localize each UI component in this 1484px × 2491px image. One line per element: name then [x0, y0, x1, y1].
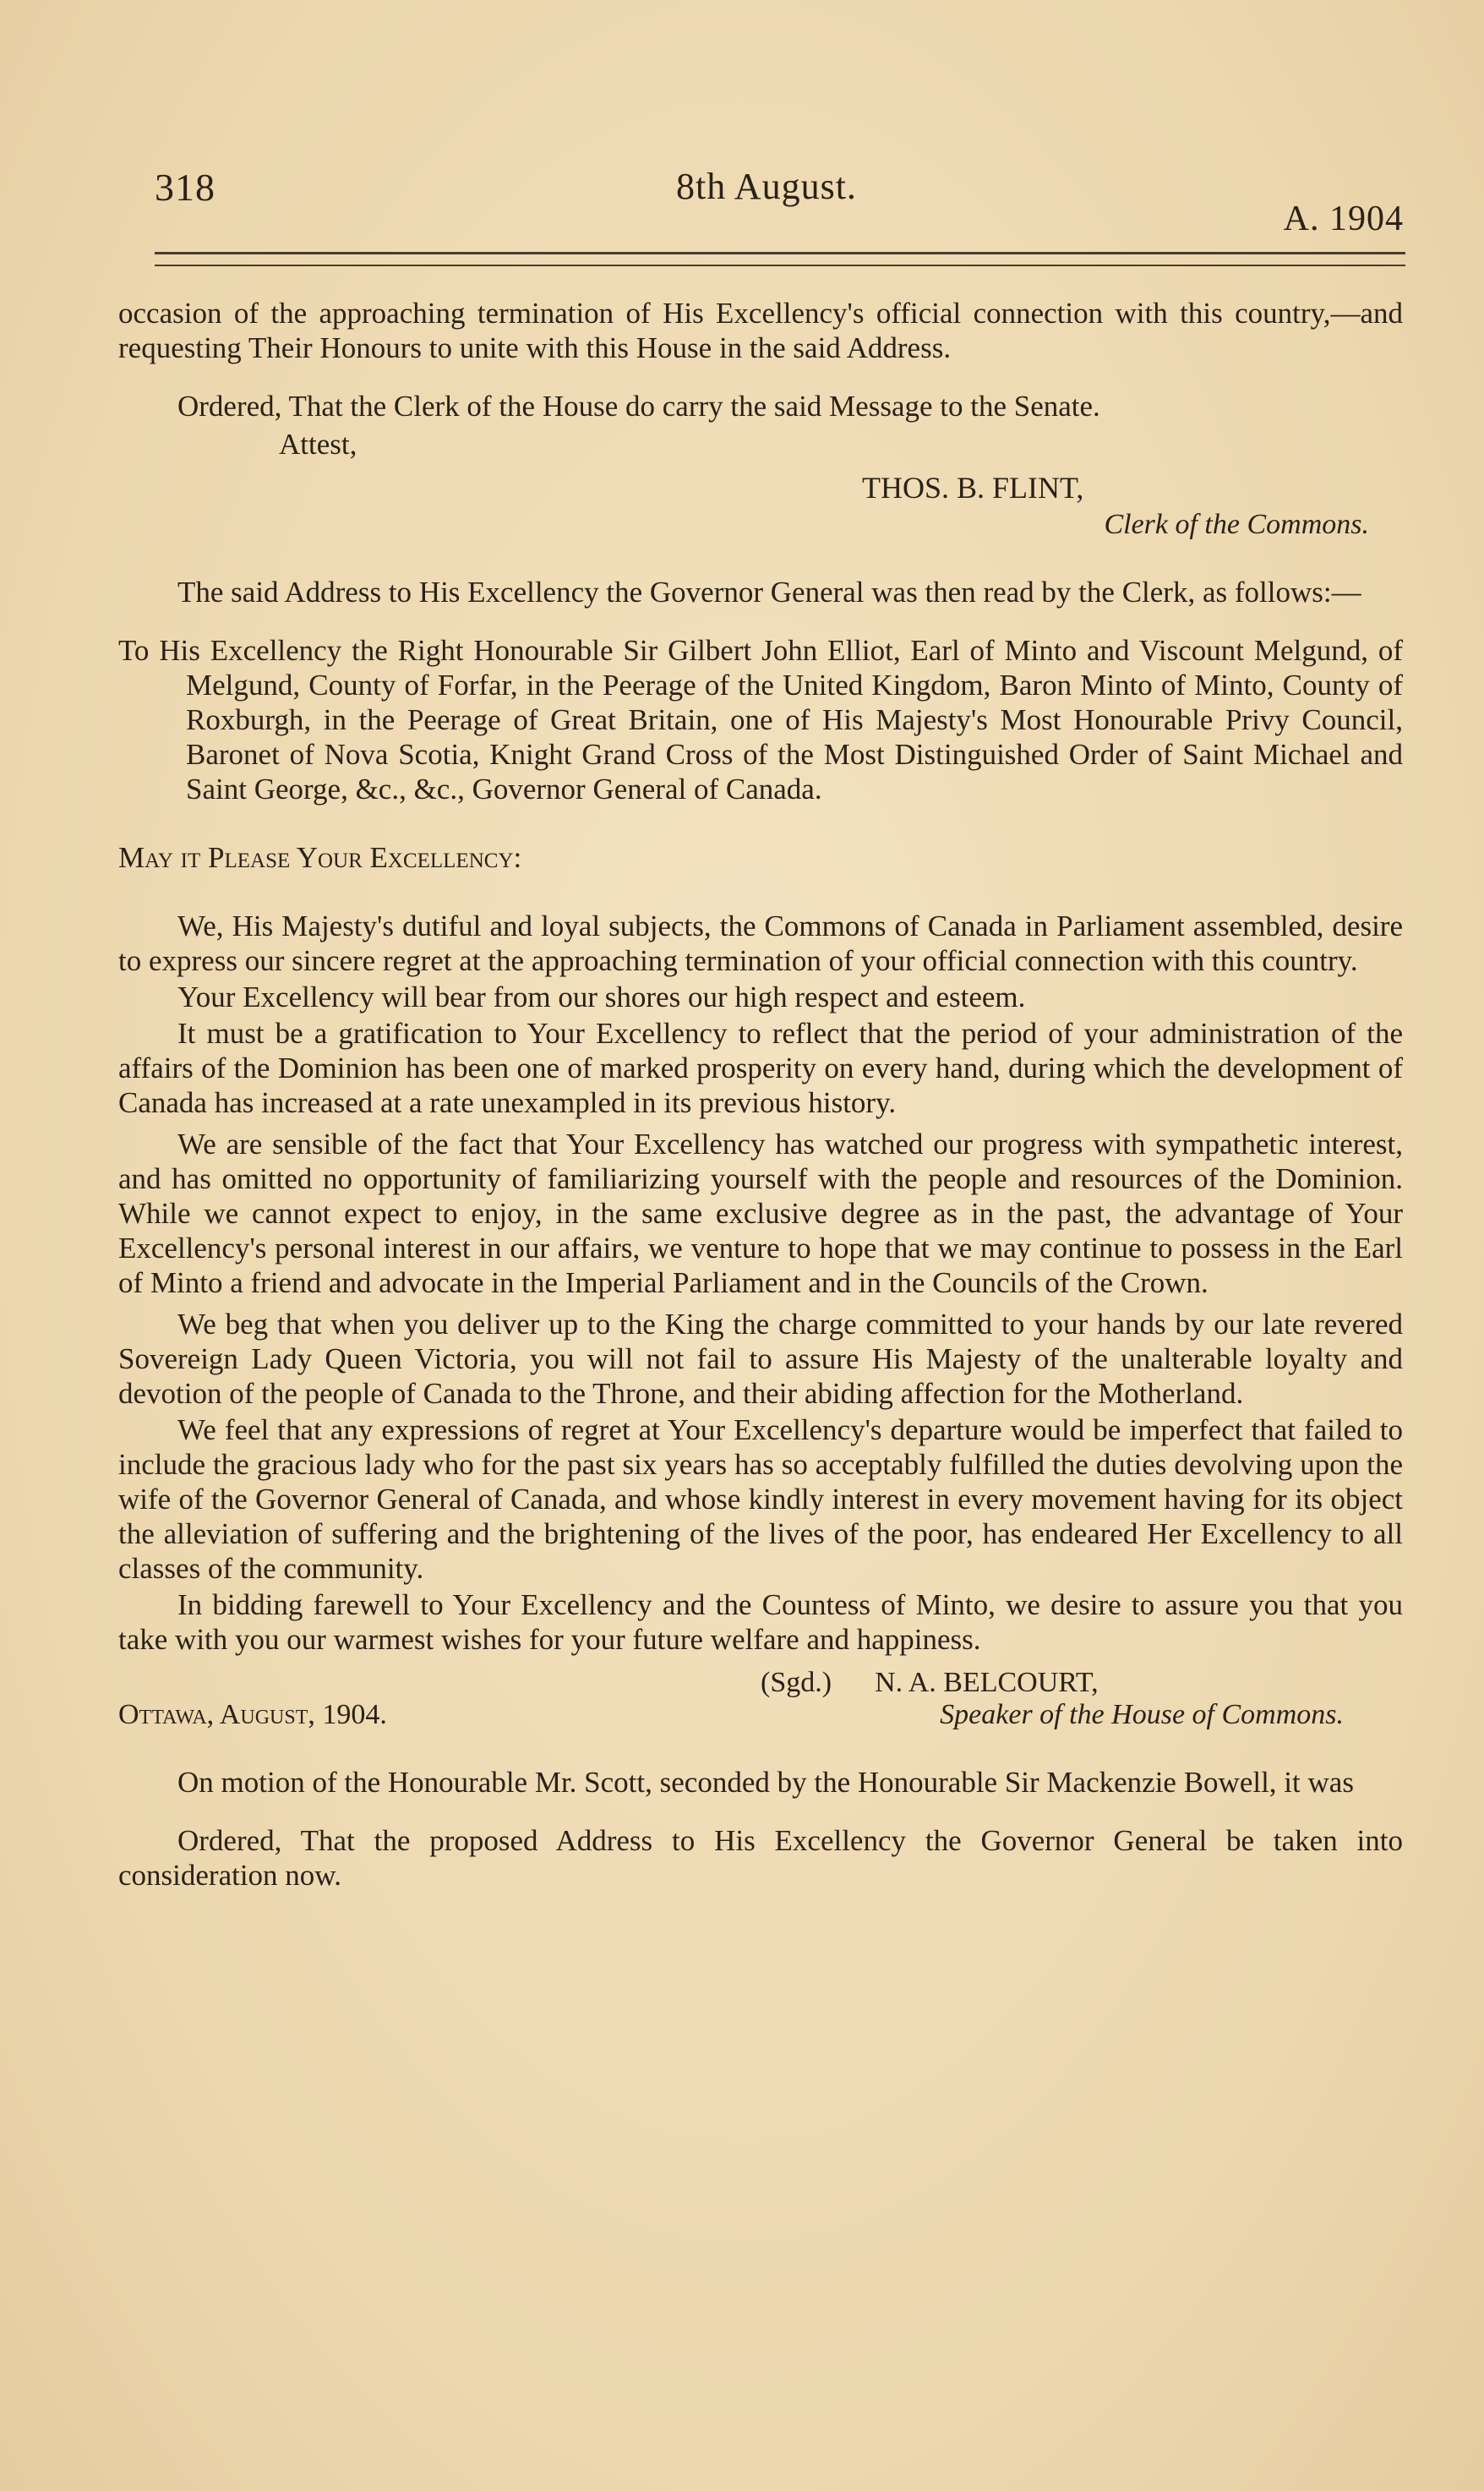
paragraph-ordered-message: Ordered, That the Clerk of the House do carry the said Message to the Senate. — [177, 390, 1100, 423]
paragraph-king-charge: We beg that when you deliver up to the King the charge committed to your hands by our late revered Sovereign Lady Queen Victoria, you will not fail to assure His Majesty of the unalterable loyalty and devotion of the people of Canada to the Throne, and their abiding affection for the Motherland. — [118, 1308, 1403, 1410]
paragraph-sensible: We are sensible of the fact that Your Excellency has watched our progress with sympathetic interest, and has omitted no opportunity of familiarizing yourself with the people and resources of the Dominion. While we cannot expect to enjoy, in the same exclusive degree as in the past, the advantage of Your Excellency's personal interest in our affairs, we venture to hope that we may continue to possess in the Earl of Minto a friend and advocate in the Imperial Parliament and in the Councils of the Crown. — [118, 1128, 1403, 1299]
paragraph-farewell: In bidding farewell to Your Excellency and the Countess of Minto, we desire to assure you that you take with you our warmest wishes for your future welfare and happiness. — [118, 1588, 1403, 1656]
paragraph-ordered-address: Ordered, That the proposed Address to His Excellency the Governor General be taken into consideration now. — [118, 1824, 1403, 1892]
signature-speaker-line — [118, 1667, 1403, 1699]
salutation: May it Please Your Excellency: — [118, 841, 522, 874]
page-number: 318 — [155, 166, 216, 209]
paragraph-gratification: It must be a gratification to Your Excellency to reflect that the period of your administration of the affairs of the Dominion has been one of marked prosperity on every hand, during which the development of Canada has increased at a rate unexampled in its previous history. — [118, 1017, 1403, 1119]
attest-label: Attest, — [279, 428, 357, 461]
page-year: A. 1904 — [1283, 199, 1404, 238]
signature-speaker-title: Speaker of the House of Commons. — [940, 1699, 1344, 1730]
signature-clerk-title: Clerk of the Commons. — [1104, 509, 1369, 540]
paragraph-loyal-subjects: We, His Majesty's dutiful and loyal subjects, the Commons of Canada in Parliament assembled, desire to express our sincere regret at the approaching termination of your official connection with this country. — [118, 910, 1403, 977]
paragraph-message-end: occasion of the approaching termination of His Excellency's official connection with this country,—and requesting Their Honours to unite with this House in the said Address. — [118, 297, 1403, 364]
signature-speaker-name: N. A. BELCOURT, — [875, 1667, 1099, 1698]
paragraph-motion: On motion of the Honourable Mr. Scott, seconded by the Honourable Sir Mackenzie Bowell, it was — [177, 1766, 1354, 1799]
paragraph-address-read: The said Address to His Excellency the Governor General was then read by the Clerk, as follows:— — [177, 576, 1361, 609]
page-date-heading: 8th August. — [676, 166, 857, 207]
sgd-label: (Sgd.) — [761, 1667, 832, 1698]
paragraph-address-recipient: To His Excellency the Right Honourable Sir Gilbert John Elliot, Earl of Minto and Viscount Melgund, of Melgund, County of Forfar, in the Peerage of the United Kingdom, Baron Minto of Minto, County of Roxburgh, in the Peerage of Great Britain, one of His Majesty's Most Honourable Privy Council, Baronet of Nova Scotia, Knight Grand Cross of the Most Distinguished Order of Saint Michael and Saint George, &c., &c., Governor General of Canada. — [118, 634, 1403, 806]
signature-clerk-name: THOS. B. FLINT, — [862, 471, 1084, 505]
place-date: Ottawa, August, 1904. — [118, 1699, 387, 1730]
paragraph-regret: We feel that any expressions of regret at Your Excellency's departure would be imperfect that failed to include the gracious lady who for the past six years has so acceptably fulfilled the duties devolving upon the wife of the Governor General of Canada, and whose kindly interest in every movement having for its object the alleviation of suffering and the brightening of the lives of the poor, has endeared Her Excellency to all classes of the community. — [118, 1413, 1403, 1585]
page-body — [118, 296, 1403, 1916]
paragraph-respect: Your Excellency will bear from our shores our high respect and esteem. — [177, 981, 1026, 1013]
header-rule — [155, 252, 1405, 266]
signature-speaker-footer — [118, 1699, 1403, 1731]
